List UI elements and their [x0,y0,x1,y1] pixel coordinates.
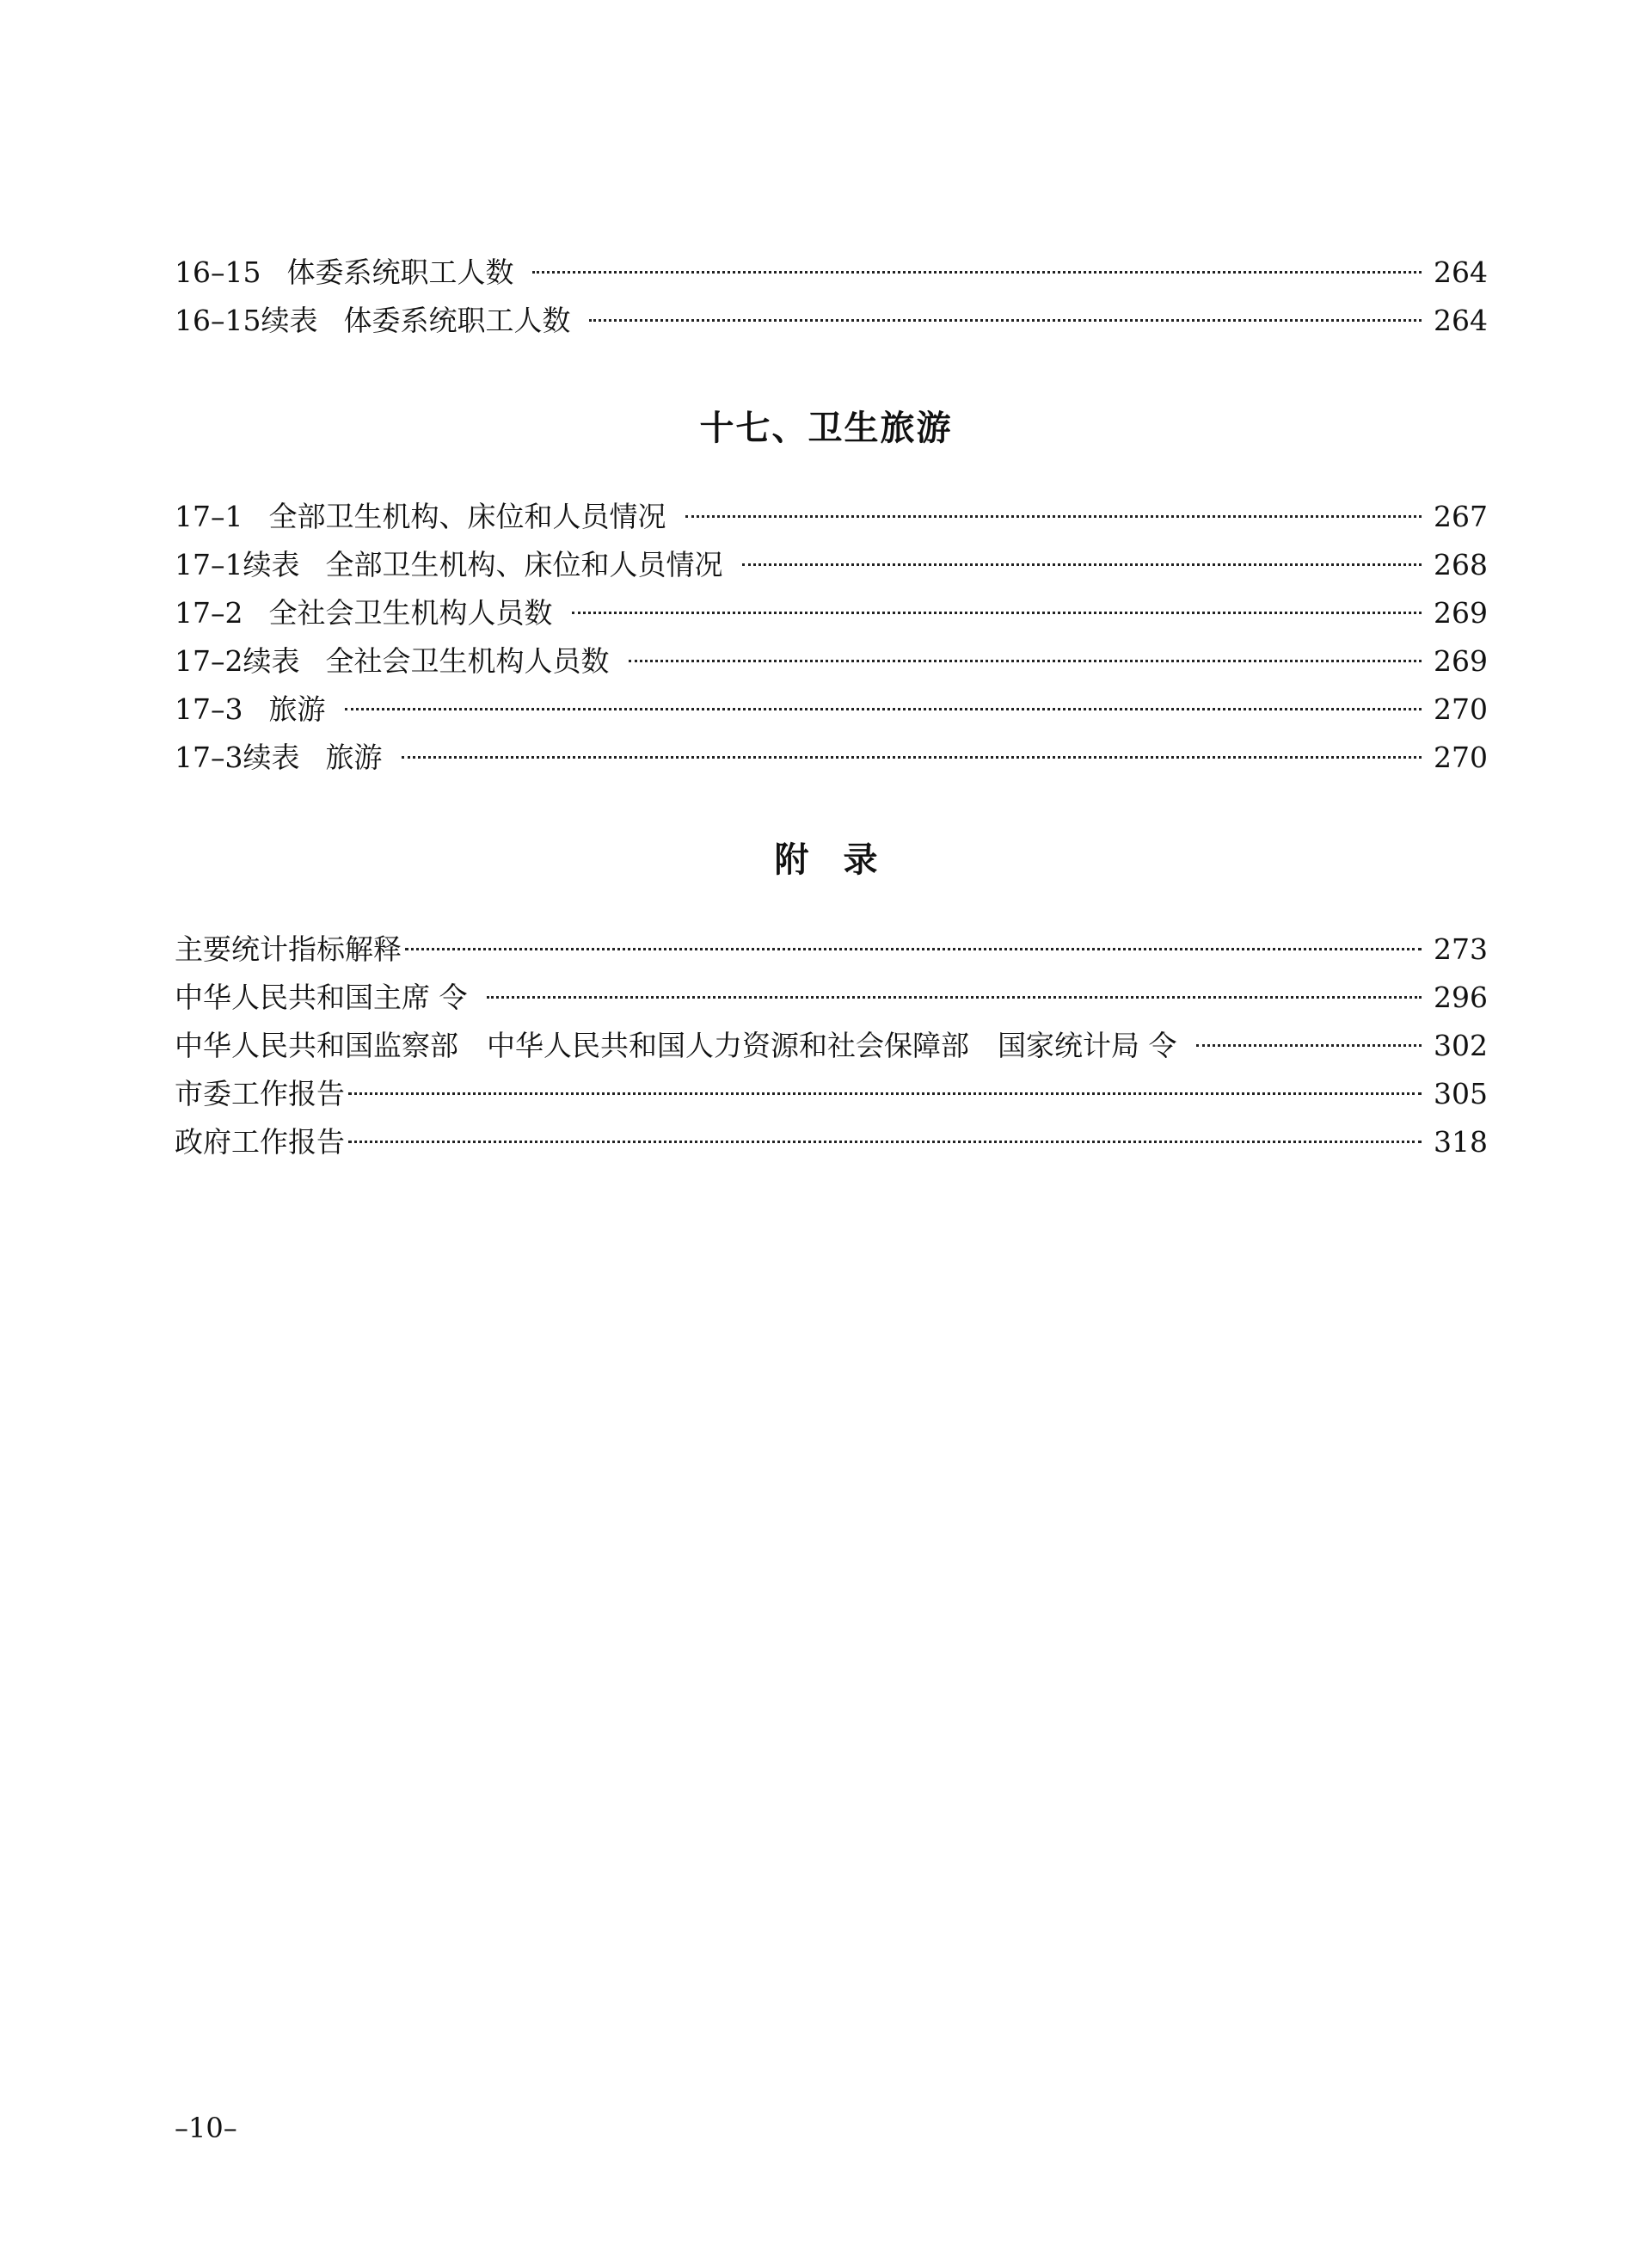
toc-entry-page: 269 [1434,596,1488,630]
toc-section-17 [175,493,1488,782]
toc-entry-title: 市委工作报告 [175,1077,345,1110]
toc-entry-title: 全部卫生机构、床位和人员情况 [268,500,666,533]
toc-entry-page: 264 [1434,304,1488,337]
toc-section-16 [175,249,1488,345]
dot-leader [1196,1044,1422,1047]
toc-entry-title: 体委系统职工人数 [286,255,514,289]
toc-entry-page: 305 [1434,1077,1488,1110]
toc-entry-title: 旅游 [268,692,326,726]
toc-entry[interactable] [175,541,1488,589]
dot-leader [405,948,1422,950]
toc-entry-title: 全社会卫生机构人员数 [268,596,553,630]
toc-entry-number: 16–15续表 [175,304,318,337]
toc-entry-page: 270 [1434,741,1488,774]
toc-entry-page: 269 [1434,644,1488,678]
toc-entry[interactable] [175,493,1488,541]
toc-entry[interactable] [175,734,1488,782]
toc-entry-title: 全社会卫生机构人员数 [325,644,610,678]
toc-entry-page: 318 [1434,1125,1488,1159]
dot-leader [345,708,1422,710]
toc-entry-title: 全部卫生机构、床位和人员情况 [325,548,723,581]
dot-leader [487,996,1422,999]
toc-entry-page: 268 [1434,548,1488,581]
toc-entry-number: 17–1 [175,500,243,533]
dot-leader [348,1092,1422,1095]
toc-entry[interactable] [175,1118,1488,1166]
dot-leader [348,1141,1422,1143]
toc-entry[interactable] [175,974,1488,1022]
toc-entry[interactable] [175,1022,1488,1070]
toc-entry-page: 273 [1434,932,1488,966]
dot-leader [572,612,1422,614]
toc-entry-page: 296 [1434,981,1488,1014]
toc-entry-title: 中华人民共和国监察部 中华人民共和国人力资源和社会保障部 国家统计局 令 [175,1029,1177,1062]
toc-entry-page: 302 [1434,1029,1488,1062]
dot-leader [402,756,1422,759]
toc-entry-number: 17–1续表 [175,548,300,581]
toc-entry-title: 旅游 [325,741,383,774]
page-number: –10– [175,2112,237,2144]
dot-leader [532,271,1422,274]
toc-entry[interactable] [175,1070,1488,1118]
toc-entry-page: 270 [1434,692,1488,726]
toc-entry[interactable] [175,249,1488,297]
toc-entry-number: 17–3续表 [175,741,300,774]
toc-entry-number: 17–3 [175,692,243,726]
dot-leader [589,319,1422,322]
toc-entry-title: 中华人民共和国主席 令 [175,981,468,1014]
dot-leader [629,660,1422,662]
toc-entry[interactable] [175,637,1488,686]
toc-entry-number: 17–2续表 [175,644,300,678]
section-heading-17: 十七、卫生旅游 [699,409,953,448]
toc-appendix [175,926,1488,1166]
toc-entry-page: 264 [1434,255,1488,289]
toc-entry[interactable] [175,589,1488,637]
toc-entry-title: 政府工作报告 [175,1125,345,1159]
section-heading-appendix: 附录 [774,840,912,880]
toc-entry[interactable] [175,686,1488,734]
dot-leader [685,515,1422,518]
toc-entry-title: 体委系统职工人数 [343,304,571,337]
toc-entry[interactable] [175,297,1488,345]
toc-entry-number: 16–15 [175,255,261,289]
dot-leader [742,563,1422,566]
toc-entry[interactable] [175,926,1488,974]
toc-entry-number: 17–2 [175,596,243,630]
toc-entry-page: 267 [1434,500,1488,533]
toc-entry-title: 主要统计指标解释 [175,932,402,966]
